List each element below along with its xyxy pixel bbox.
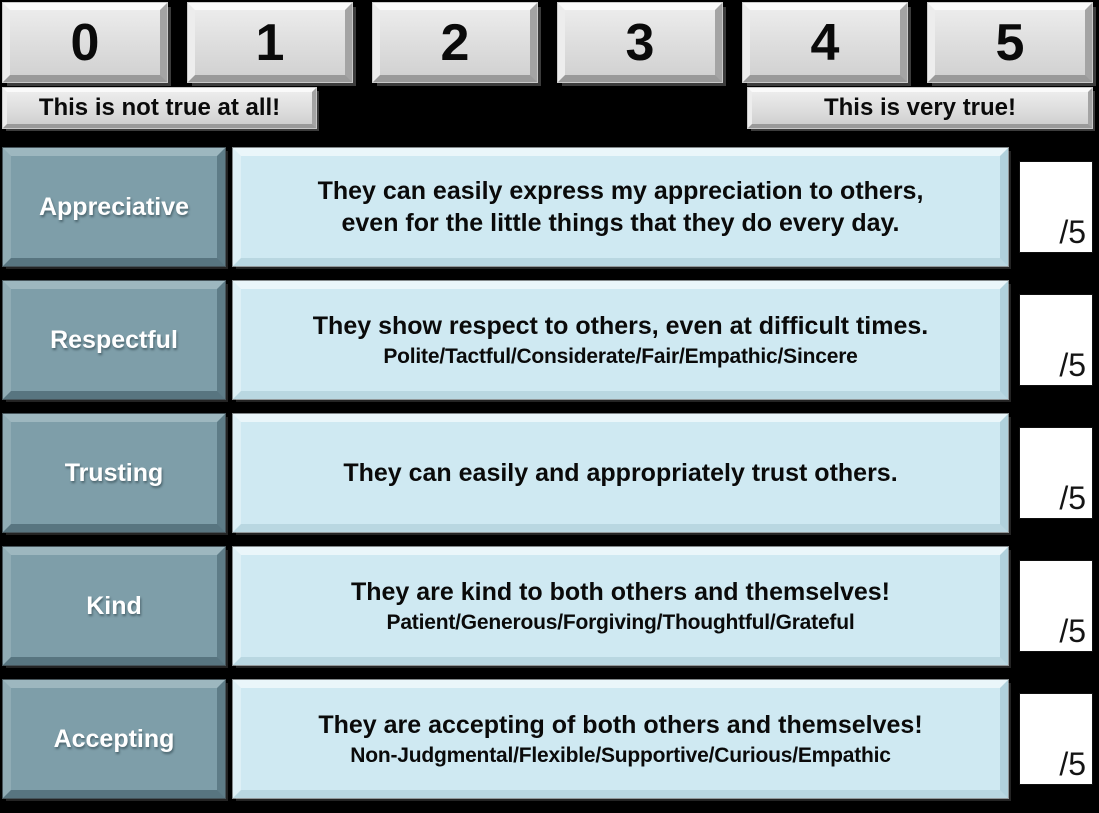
description-line: They are kind to both others and themselves! [350,578,890,607]
trait-row-respectful [3,281,1092,399]
description-synonyms: Polite/Tactful/Considerate/Fair/Empathic/Sincere [383,344,858,368]
score-denominator-label: /5 [1059,214,1086,250]
trait-row-accepting [3,680,1092,798]
description-line: They can easily express my appreciation to others, [317,176,924,205]
score-input-accepting[interactable] [1020,694,1092,784]
scale-button-1[interactable]: 1 [188,3,352,82]
trait-description-trusting [233,414,1008,532]
score-denominator-label: /5 [1059,480,1086,516]
score-denominator-label: /5 [1059,746,1086,782]
score-input-trusting[interactable] [1020,428,1092,518]
score-denominator-label: /5 [1059,347,1086,383]
trait-description-respectful [233,281,1008,399]
scale-button-0[interactable]: 0 [3,3,167,82]
score-input-respectful[interactable] [1020,295,1092,385]
score-input-appreciative[interactable] [1020,162,1092,252]
trait-description-accepting [233,680,1008,798]
scale-anchor-not-true: This is not true at all! [3,88,316,128]
score-column [1020,547,1092,665]
trait-row-appreciative [3,148,1092,266]
scale-button-2[interactable]: 2 [373,3,537,82]
scale-anchor-very-true: This is very true! [748,88,1092,128]
trait-rows [3,148,1092,813]
score-column [1020,680,1092,798]
description-line: even for the little things that they do every day. [341,209,900,237]
trait-label-kind: Kind [3,547,225,665]
description-synonyms: Patient/Generous/Forgiving/Thoughtful/Grateful [386,610,855,634]
scale-button-4[interactable]: 4 [743,3,907,82]
trait-label-appreciative: Appreciative [3,148,225,266]
trait-description-kind [233,547,1008,665]
trait-row-kind [3,547,1092,665]
description-line: They can easily and appropriately trust others. [343,458,898,487]
score-column [1020,281,1092,399]
scale-button-3[interactable]: 3 [558,3,722,82]
trait-description-appreciative [233,148,1008,266]
trait-label-accepting: Accepting [3,680,225,798]
scale-button-5[interactable]: 5 [928,3,1092,82]
description-synonyms: Non-Judgmental/Flexible/Supportive/Curious/Empathic [350,743,891,767]
score-column [1020,148,1092,266]
trait-label-respectful: Respectful [3,281,225,399]
scale-button-row [3,3,1092,82]
description-line: They show respect to others, even at difficult times. [312,312,929,341]
description-line: They are accepting of both others and themselves! [318,711,923,740]
score-denominator-label: /5 [1059,613,1086,649]
score-column [1020,414,1092,532]
trait-row-trusting [3,414,1092,532]
score-input-kind[interactable] [1020,561,1092,651]
trait-label-trusting: Trusting [3,414,225,532]
